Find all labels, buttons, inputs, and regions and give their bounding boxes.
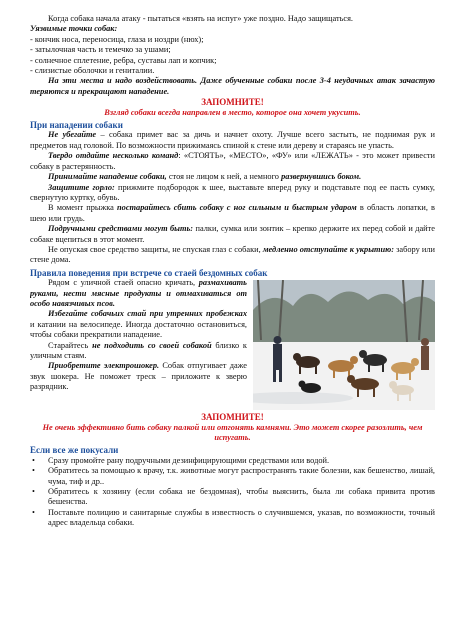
bitten-section-title: Если все же покусали [30, 445, 119, 456]
tip-text: и катании на велосипеде. Иногда достаточно остановиться, чтобы собаки прекратили нападение. [30, 319, 247, 340]
remember-heading-1: ЗАПОМНИТЕ! [201, 97, 264, 108]
tip-text: – собака примет вас за дичь и начнет охоту. Лучше всего застыть, не поднимая рук и предметов над головой. По возможности прижимаясь спиной к стене или дереву и стараясь не упасть. [30, 130, 436, 150]
document-page [30, 14, 435, 529]
list-item: • Обратитесь за помощью к врачу, т.к. животные могут распространять такие болезни, как бешенство, лишай, чума, тиф и др.. [30, 466, 435, 487]
tip-text: Старайтесь [48, 340, 93, 350]
remember-heading-2: ЗАПОМНИТЕ! [201, 412, 264, 423]
tip-text: Не опуская свое средство защиты, не спуская глаз с собаки, [48, 244, 263, 254]
attack-tip-sideways [30, 172, 435, 182]
tip-lead: Защитите горло: [48, 182, 115, 192]
remember-text-1: Взгляд собаки всегда направлен в место, которое она хочет укусить. [104, 107, 361, 117]
vulnerable-point-4: - слизистые оболочки и гениталии. [30, 66, 155, 76]
tip-emphasis: размахивать руками, нести мясные продукты и отмахиваться от особо навязчивых псов. [30, 278, 247, 308]
list-item: • Обратитесь к хозяину (если собака не бездомная), чтобы выяснить, была ли собака привита против бешенства. [30, 487, 435, 508]
tip-text: В момент прыжка [48, 203, 118, 213]
vulnerable-point-1: - кончик носа, переносица, глаза и ноздри (нюх); [30, 34, 204, 44]
intro-paragraph: Когда собака начала атаку - пытаться «взять на испуг» уже поздно. Надо защищаться. [48, 14, 354, 23]
tip-lead: Избегайте собачьих стай при утренних пробежках [48, 309, 247, 319]
stray-dogs-illustration [253, 280, 435, 410]
tip-text: : «СТОЯТЬ», «МЕСТО», «ФУ» или «ЛЕЖАТЬ» - это может привести собаку в растерянность. [30, 151, 436, 171]
attack-tip-dont-run [30, 130, 435, 151]
attack-tip-retreat [30, 245, 435, 266]
attack-tip-throat [30, 183, 435, 204]
tip-lead: Подручными средствами могут быть: [48, 224, 194, 234]
tip-text: близко к уличным стаям. [30, 340, 247, 360]
strays-section-title: Правила поведения при встрече со стаей бездомных собак [30, 267, 268, 278]
tip-text: Рядом с уличной стаей опасно кричать, [48, 278, 199, 288]
tip-emphasis: медленно отступайте к укрытию: [262, 244, 394, 254]
tip-lead: Приобретите электрошокер. [48, 361, 160, 371]
vulnerable-point-2: - затылочная часть и темечко за ушами; [30, 45, 171, 55]
tip-text: в область лопатки, в шею или грудь. [30, 203, 435, 223]
tip-emphasis: не подходить со своей собакой [92, 340, 212, 350]
attack-section-title: При нападении собаки [30, 120, 123, 131]
list-item: • Сразу промойте рану подручными дезинфицирующими средствами или водой. [30, 456, 435, 466]
tip-text: забору или стене дома. [30, 244, 435, 265]
attack-tip-improvised [30, 224, 435, 245]
tip-emphasis: развернувшись боком. [281, 172, 362, 182]
tip-lead: Твердо отдайте несколько команд [48, 151, 179, 161]
vulnerable-points-heading: Уязвимые точки собак: [30, 24, 118, 34]
target-points-paragraph: На эти места и надо воздействовать. Даже обученные собаки после 3-4 неудачных атак зачастую теряются и прекращают нападение. [30, 76, 435, 96]
tip-text: стоя не лицом к ней, а немного [166, 172, 282, 182]
attack-tip-commands [30, 151, 435, 172]
list-item: • Поставьте полицию и санитарные службы в известность о случившемся, указав, по возможности, точный адрес владельца собаки. [30, 508, 435, 529]
tip-text: палки, сумка или зонтик – крепко держите их перед собой и дайте собаке вцепиться в этот момент. [30, 224, 435, 244]
bitten-list [30, 456, 435, 529]
stray-dogs-photo [253, 280, 435, 410]
strays-section [30, 278, 435, 412]
tip-emphasis: постарайтесь сбить собаку с ног сильным и быстрым ударом [117, 203, 357, 213]
tip-text: прижмите подбородок к шее, выставьте вперед руку и подставьте под ее пасть сумку, свернутую куртку, обувь. [30, 182, 435, 202]
tip-lead: Принимайте нападение собаки, [48, 172, 167, 182]
tip-lead: Не убегайте [48, 130, 97, 140]
remember-text-2: Не очень эффективно бить собаку палкой или отгонять камнями. Это может скорее разозлить, чем испугать. [42, 422, 423, 442]
vulnerable-point-3: - солнечное сплетение, ребра, суставы лап и копчик; [30, 55, 217, 65]
tip-text: Собак отпугивает даже звук шокера. Не поможет треск – приложите к зверю разрядник. [30, 361, 248, 392]
attack-tip-knockdown [30, 203, 435, 224]
